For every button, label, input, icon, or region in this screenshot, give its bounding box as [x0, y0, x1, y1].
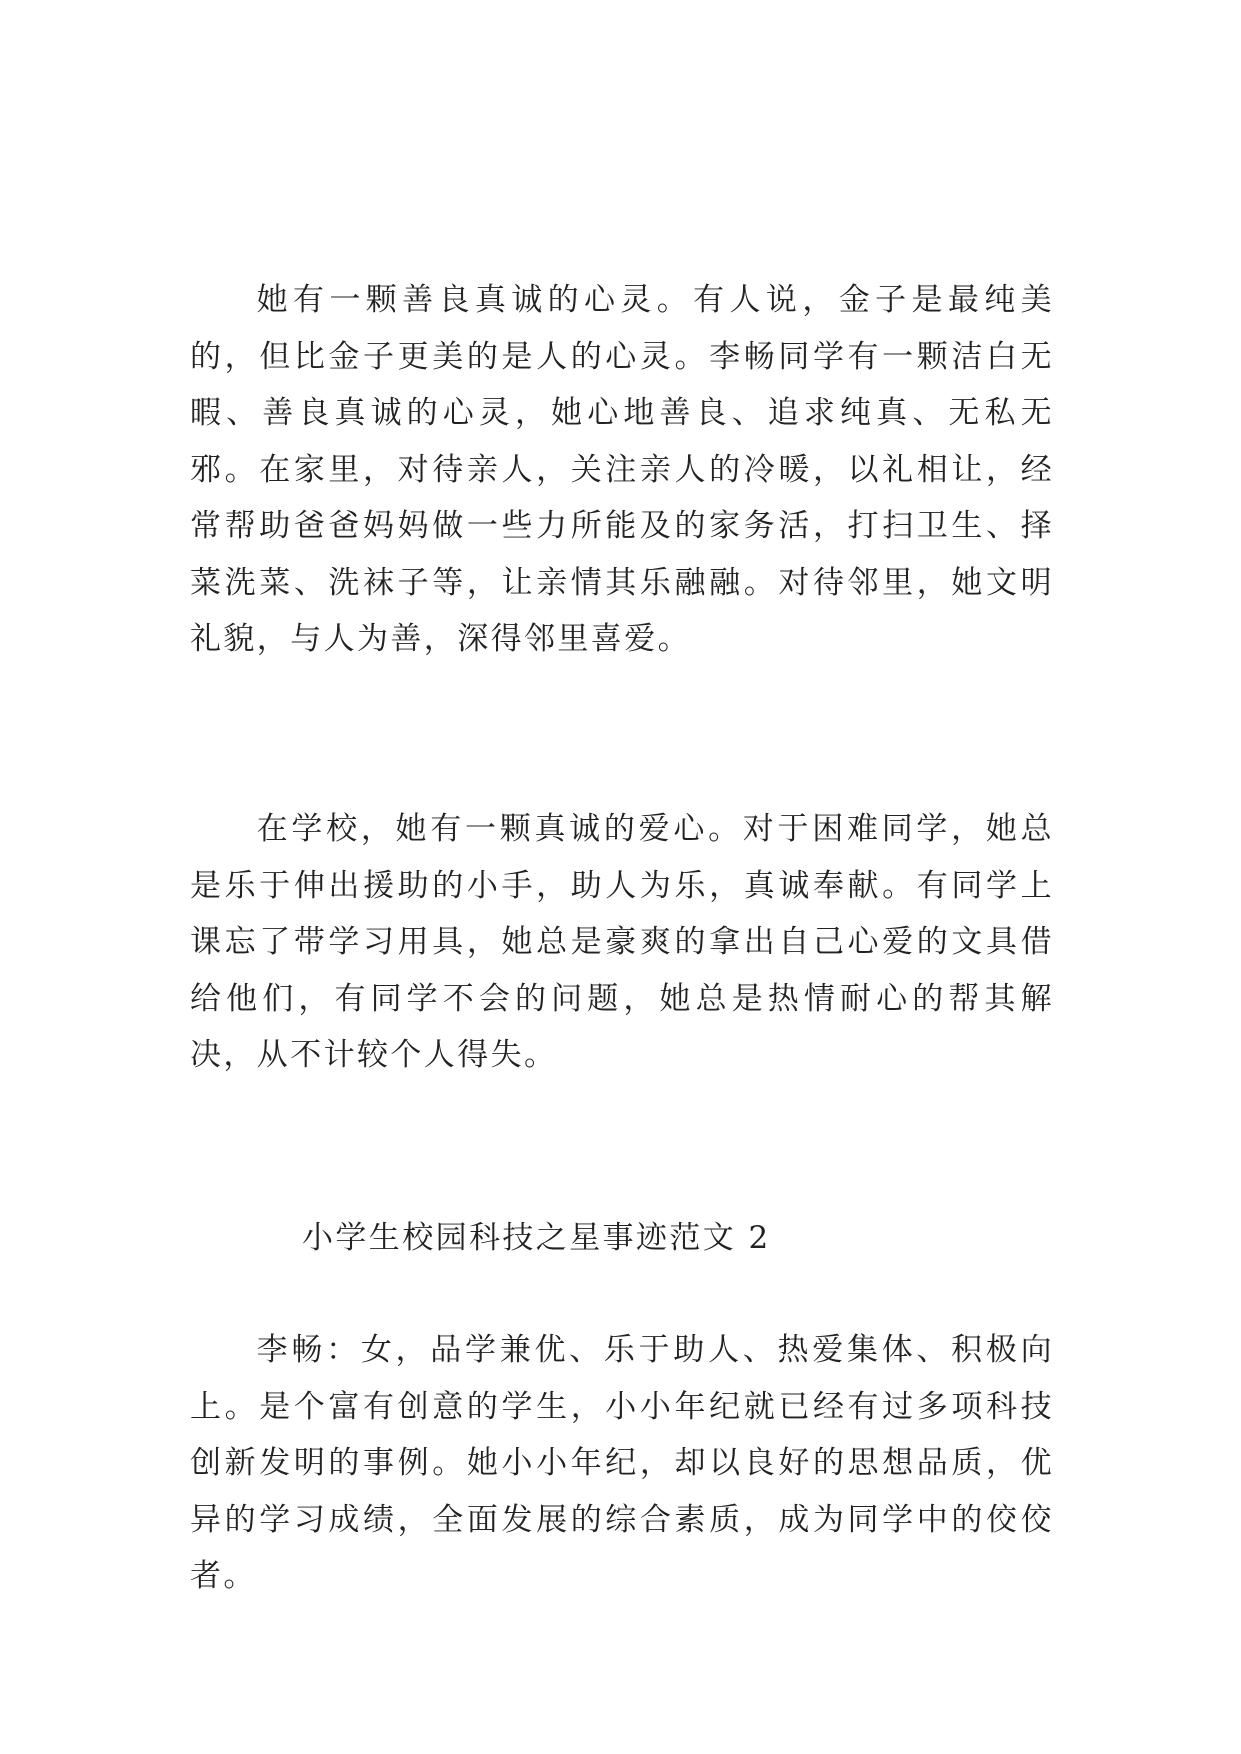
- paragraph-li-chang-intro: 李畅：女，品学兼优、乐于助人、热爱集体、积极向上。是个富有创意的学生，小小年纪就已经有过多项科技创新发明的事例。她小小年纪，却以良好的思想品质，优异的学习成绩，全面发展的综合素质，成为同学中的佼佼者。: [190, 1332, 1054, 1594]
- paragraph-kind-heart: 她有一颗善良真诚的心灵。有人说，金子是最纯美的，但比金子更美的是人的心灵。李畅同学有一颗洁白无暇、善良真诚的心灵，她心地善良、追求纯真、无私无邪。在家里，对待亲人，关注亲人的冷暖，以礼相让，经常帮助爸爸妈妈做一些力所能及的家务活，打扫卫生、择菜洗菜、洗袜子等，让亲情其乐融融。对待邻里，她文明礼貌，与人为善，深得邻里喜爱。: [190, 282, 1054, 657]
- section-heading: 小学生校园科技之星事迹范文 2: [302, 1220, 771, 1256]
- paragraph-school-love: 在学校，她有一颗真诚的爱心。对于困难同学，她总是乐于伸出援助的小手，助人为乐，真诚奉献。有同学上课忘了带学习用具，她总是豪爽的拿出自己心爱的文具借给他们，有同学不会的问题，她总是热情耐心的帮其解决，从不计较个人得失。: [190, 811, 1054, 1073]
